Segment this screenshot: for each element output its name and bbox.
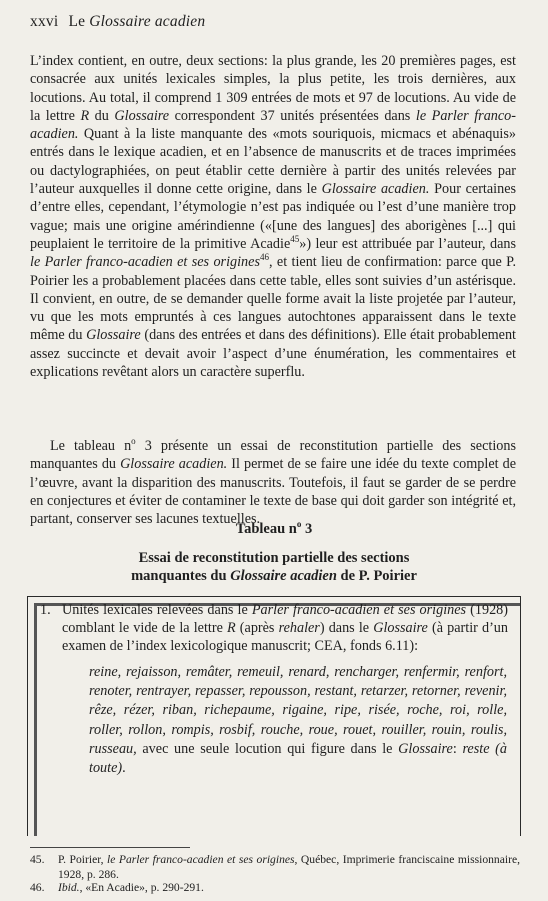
footnote-ref-46: 46 xyxy=(259,252,269,263)
body-paragraph-1: L’index contient, en outre, deux sections: la plus grande, les 20 premières pages, est consacrée aux unités lexicales simples, la plus petite, les trois dernières, aux locutions. Au total, il comprend 1 309 entrées de mots et 97 de locutions. Au vide de la lettre R du Glossaire correspondent 37 unités présentées dans le Parler franco-acadien. Quant à la liste manquante des «mots souriquois, micmacs et abénaquis» entrés dans le lexique acadien, et en l’absence de manuscrits et de traces imprimées ou dactylographiées, on peut établir cette dernière à partir des unités relevées par l’auteur auxquelles il donne cette origine, dans le Glossaire acadien. Pour certaines d’entre elles, cependant, l’étymologie n’est pas indiquée ou l’est d’une manière trop vague; mais une origine amérindienne («[une des langues] des aborigènes [...] qui peuplaient le territoire de la primitive Acadie$^{45}$») leur est attribuée par l’auteur, dans le Parler franco-acadien et ses origines$^{46}$, et tient lieu de confirmation: parce que P. Poirier les a probablement placées dans cette table, elles sont suivies d’un astérisque. Il convient, en outre, de se demander quelle forme avait la liste projetée par l’auteur, vu que les mots empruntés à ces langues autochtones apparaissent dans le texte même du Glossaire (dans des entrées et dans des définitions). Elle était probablement assez succincte et devait avoir l’aspect d’une énumération, les commentaires et explications revêtant alors un caractère superflu. xyxy=(30,53,517,381)
footnote-45: 45. P. Poirier, le Parler franco-acadien et ses origines, Québec, Imprimerie franciscaine missionnaire, 1928, p. 286. xyxy=(30,853,521,881)
footnote-46: 46. Ibid., «En Acadie», p. 290-291. xyxy=(30,881,204,894)
table-caption: Essai de reconstitution partielle des sections manquantes du Glossaire acadien de P. Poirier xyxy=(131,550,417,584)
item-description: Unités lexicales relevées dans le Parler franco-acadien et ses origines (1928) comblant le vide de la lettre R (après rehaler) dans le Glossaire (à partir d’un examen de l’index lexicologique manuscrit; CEA, fonds 6.11): xyxy=(62,602,508,654)
footnote-ref-45: 45 xyxy=(290,233,300,244)
running-title: Le Glossaire acadien xyxy=(68,13,206,30)
footnote-rule xyxy=(30,847,190,848)
body-paragraph-2: Le tableau $n^o$ 3 présente un essai de reconstitution partielle des sections manquantes du Glossaire acadien. Il permet de se faire une idée du texte complet de l’œuvre, avant la disparition des manuscrits. Toutefois, il faut se garder de se perdre en conjectures et éviter de contaminer le texte de base qui doit garder son intégrité et, partant, conserver ses lacunes textuelles. xyxy=(30,436,517,528)
word-list: reine, rejaisson, remâter, remeuil, renard, rencharger, renfermir, renfort, renoter, rentrayer, repasser, repousson, restant, retarzer, retorner, revenir, rêze, rézer, riban, richepaume, rigaine, ripe, risée, roche, roi, rolle, roller, rollon, rompis, rosbif, rouche, roue, rouet, rouiller, rouin, roulis, russeau, avec une seule locution qui figure dans le Glossaire: reste (à toute). xyxy=(89,664,507,777)
table-label: Tableau $n^o$ 3 xyxy=(235,519,313,537)
item-number: 1. xyxy=(40,602,51,618)
table-item-1 xyxy=(40,601,508,655)
running-header xyxy=(30,13,205,31)
page-number: xxvi xyxy=(30,13,59,30)
